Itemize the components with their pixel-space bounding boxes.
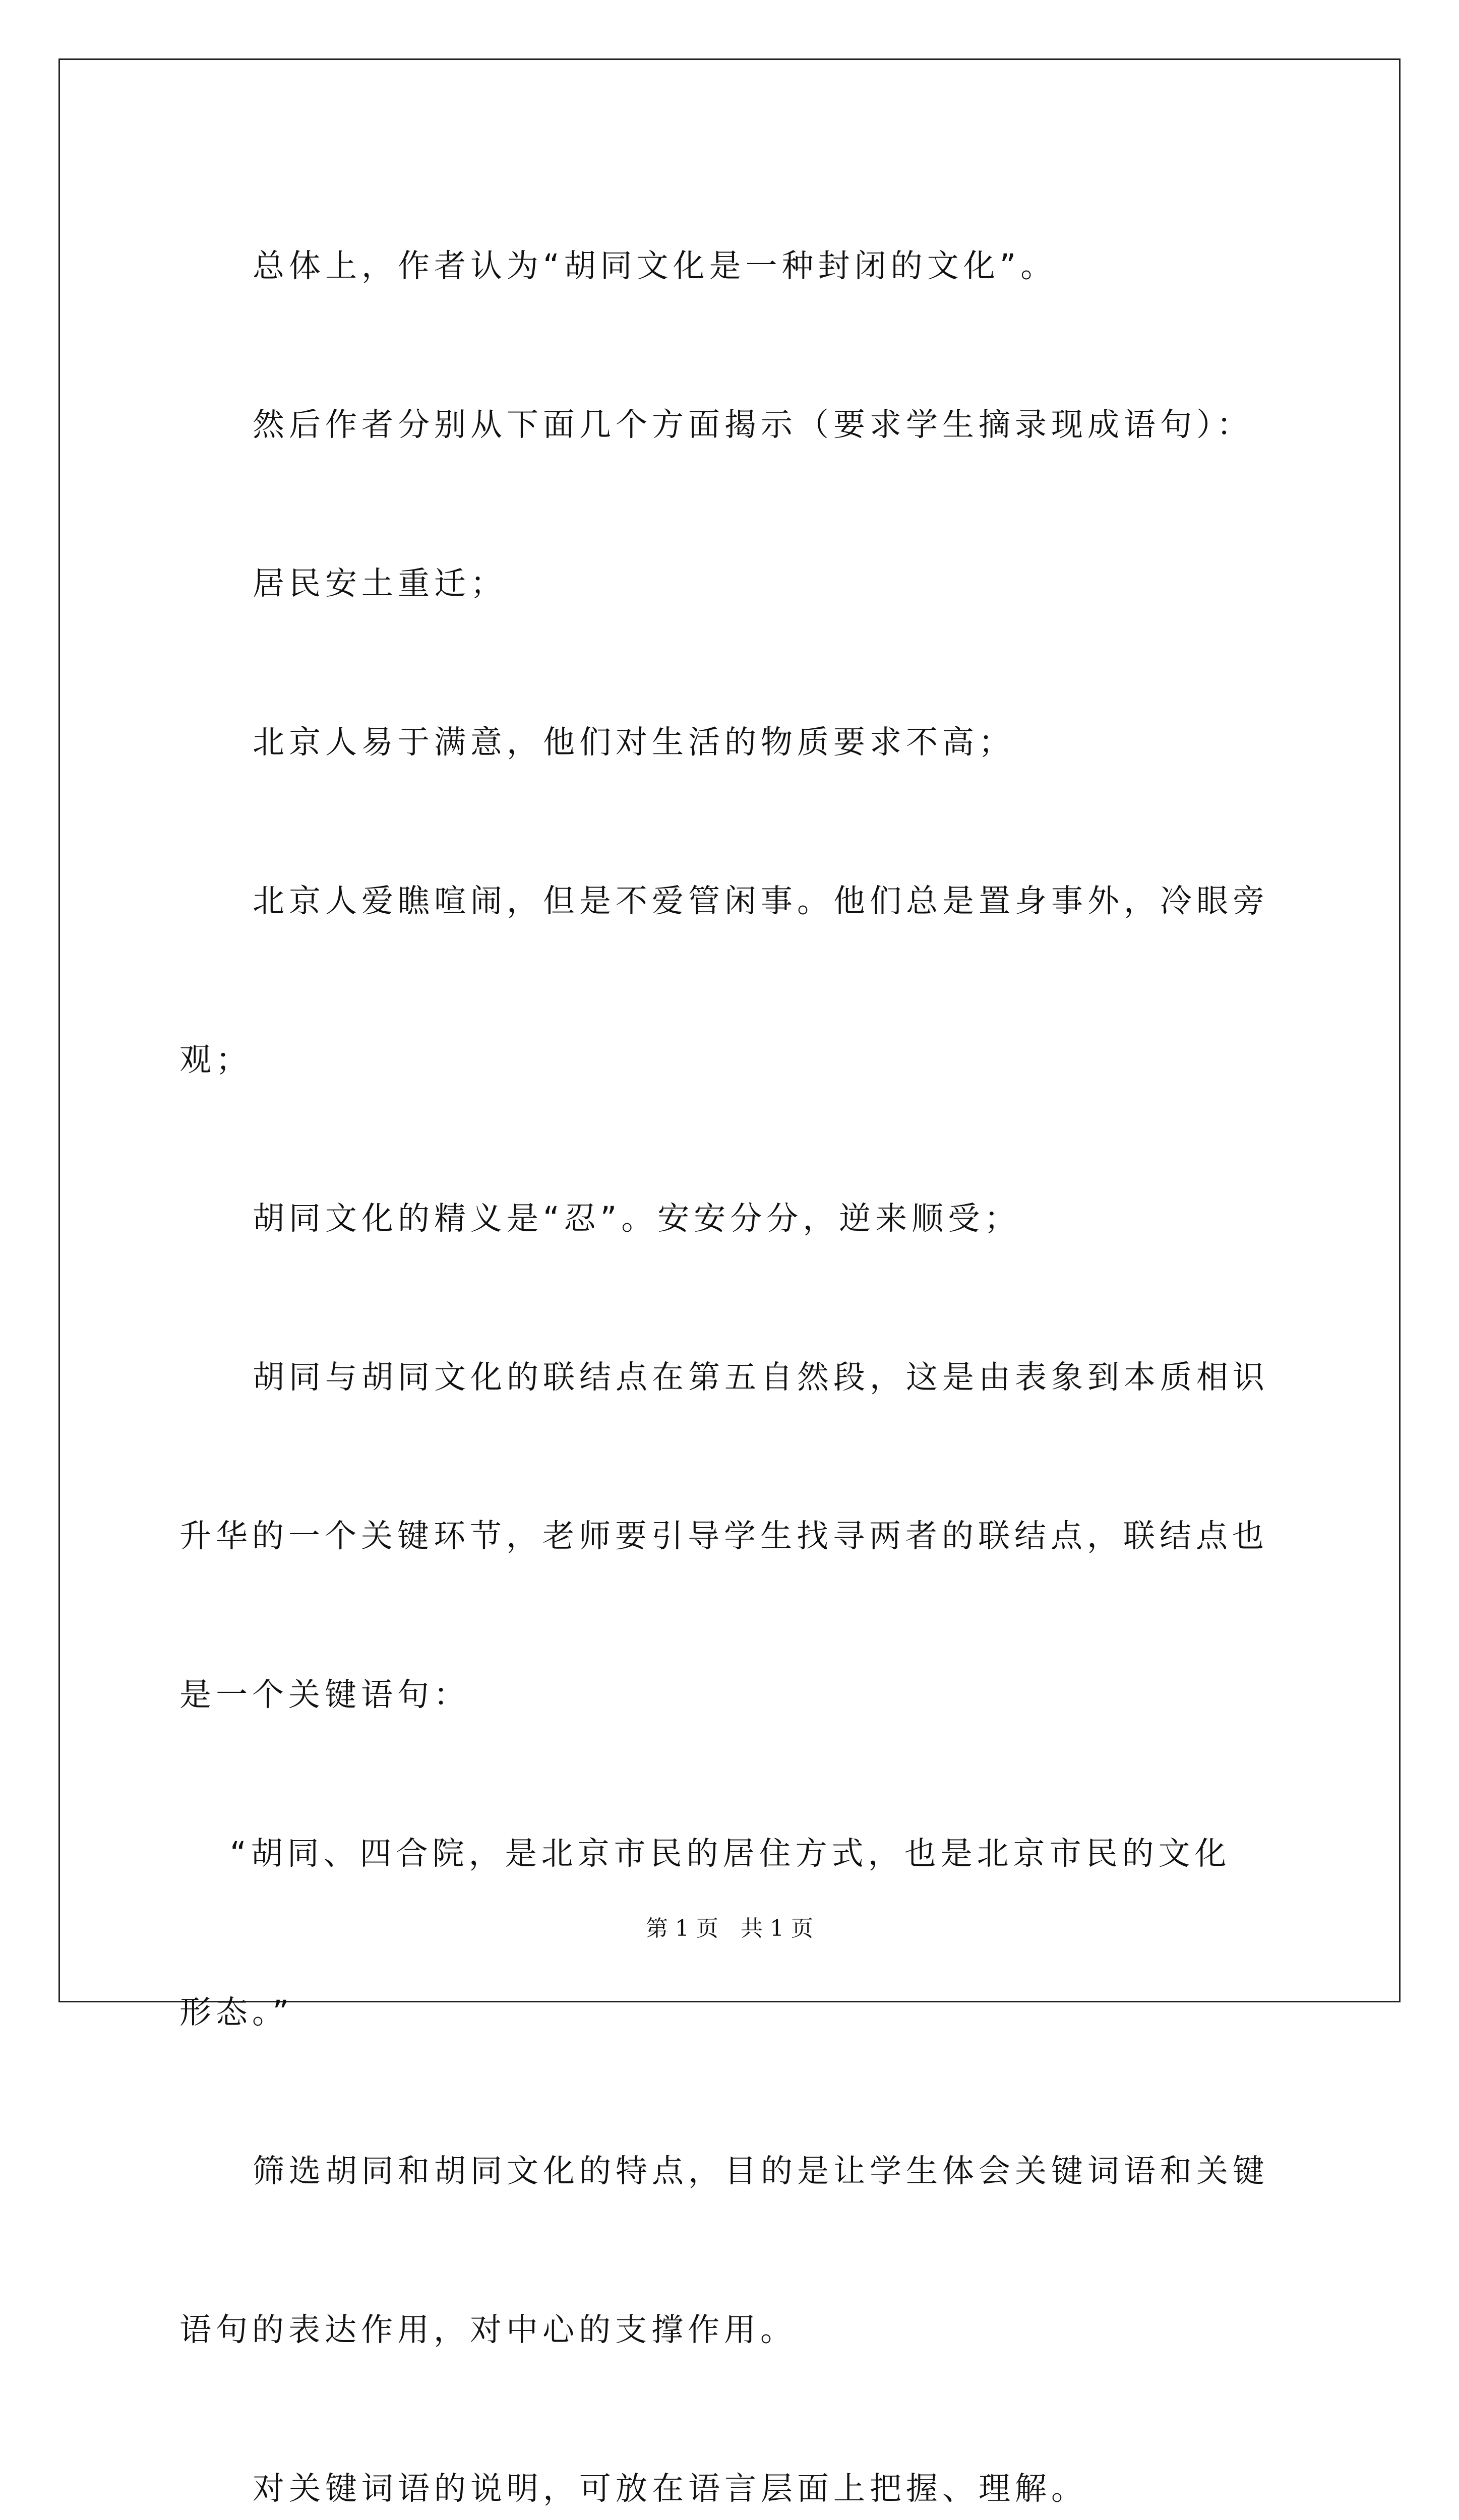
- text-block: [179, 186, 1289, 2520]
- text-line: 总体上，作者认为“胡同文化是一种封闭的文化”。: [253, 247, 1057, 284]
- text-line: 是一个关键语句：: [179, 1676, 470, 1713]
- text-line: 北京人易于满意，他们对生活的物质要求不高；: [253, 724, 1015, 761]
- quote-line: “胡同、四合院，是北京市民的居住方式，也是北京市民的文化: [230, 1835, 1231, 1872]
- text-line: 筛选胡同和胡同文化的特点，目的是让学生体会关键词语和关键: [253, 2153, 1269, 2189]
- text-line: 观；: [179, 1041, 252, 1078]
- quote-line: 形态。”: [179, 1994, 294, 2031]
- page-footer: 第 1 页 共 1 页: [646, 1916, 813, 1941]
- document-body: [179, 186, 1289, 2520]
- text-line: 胡同文化的精义是“忍”。安安分分，逆来顺受；: [253, 1200, 1021, 1237]
- text-line: 升华的一个关键环节，老师要引导学生找寻两者的联结点，联结点也: [179, 1518, 1268, 1554]
- text-line: 居民安土重迁；: [253, 565, 507, 602]
- text-line: 然后作者分别从下面几个方面揭示（要求学生摘录现成语句）：: [253, 406, 1253, 443]
- text-line: 胡同与胡同文化的联结点在第五自然段，这是由表象到本质相识: [253, 1359, 1269, 1396]
- text-line: 北京人爱瞧喧闹，但是不爱管闲事。他们总是置身事外，冷眼旁: [253, 883, 1269, 919]
- text-line: 对关键词语的说明，可放在语言层面上把握、理解。: [253, 2470, 1087, 2507]
- text-line: 语句的表达作用，对中心的支撑作用。: [179, 2311, 797, 2348]
